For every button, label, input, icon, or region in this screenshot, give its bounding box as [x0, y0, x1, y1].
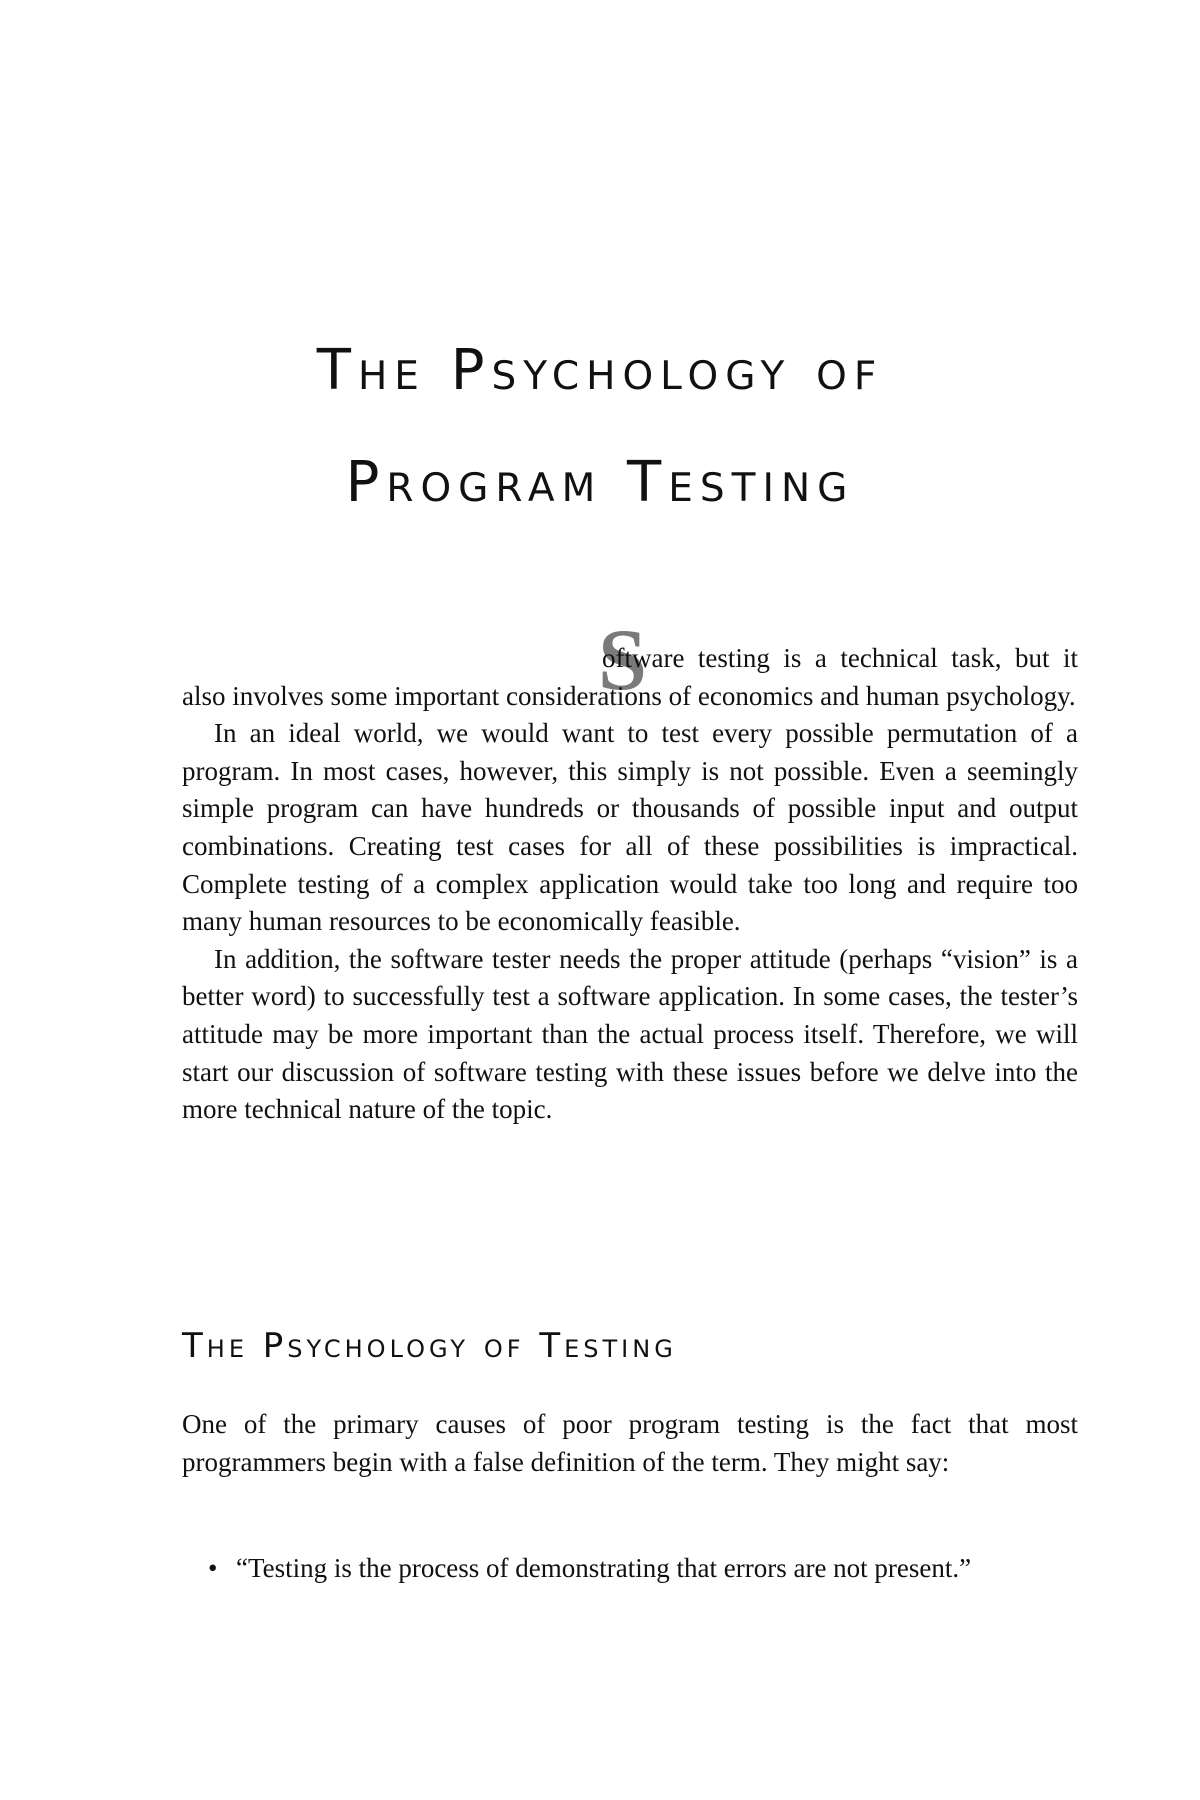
chapter-title-line-1: The Psychology of [316, 338, 884, 403]
drop-cap: S [598, 612, 647, 709]
section-body [182, 1406, 1078, 1481]
intro-paragraph-1 [182, 640, 1078, 715]
bullet-list [208, 1550, 1028, 1588]
intro-paragraph-2: In an ideal world, we would want to test every possible permutation of a program. In most cases, however, this simply is not possible. Even a seemingly simple program can have hundreds or thousands of possible input and output combinations. Creating test cases for all of these possibilities is impractical. Complete testing of a complex application would take too long and require too many human resources to be economically feasible. [182, 718, 1078, 937]
drop-cap-spacer [182, 657, 602, 667]
section-heading: The Psychology of Testing [182, 1326, 677, 1366]
list-item-text: “Testing is the process of demonstrating that errors are not present.” [236, 1553, 972, 1583]
bullet-icon: • [208, 1553, 218, 1583]
section-paragraph-1: One of the primary causes of poor program testing is the fact that most programmers begin with a false definition of the term. They might say: [182, 1409, 1078, 1477]
intro-text [182, 640, 1078, 1129]
list-item [208, 1550, 1028, 1588]
intro-paragraph-3: In addition, the software tester needs the proper attitude (perhaps “vision” is a better word) to successfully test a software application. In some cases, the tester’s attitude may be more important than the actual process itself. Therefore, we will start our discussion of software testing with these issues before we delve into the more technical nature of the topic. [182, 943, 1078, 1125]
intro-paragraph-1-text: oftware testing is a technical task, but it also involves some important considerations of economics and human psychology. [182, 643, 1078, 711]
chapter-title-line-2: Program Testing [345, 450, 855, 515]
